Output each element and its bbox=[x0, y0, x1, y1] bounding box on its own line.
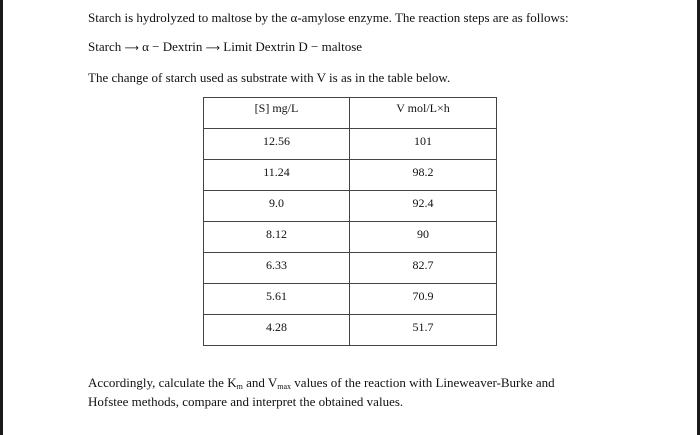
cell-substrate: 9.0 bbox=[204, 191, 350, 222]
table-row bbox=[204, 191, 497, 222]
question-line-2: Hofstee methods, compare and interpret the obtained values. bbox=[88, 394, 404, 409]
reaction-step-limit-dextrin: Limit Dextrin D − maltose bbox=[223, 39, 363, 54]
cell-substrate: 12.56 bbox=[204, 129, 350, 160]
question-text-b: and V bbox=[242, 375, 278, 390]
reaction-equation bbox=[88, 39, 362, 55]
table-row bbox=[204, 315, 497, 346]
table-row bbox=[204, 222, 497, 253]
substrate-velocity-table bbox=[203, 97, 497, 346]
table-row bbox=[204, 160, 497, 191]
cell-substrate: 8.12 bbox=[204, 222, 350, 253]
header-substrate: [S] mg/L bbox=[204, 98, 350, 129]
question-text-c: values of the reaction with Lineweaver-Burke and bbox=[291, 375, 555, 390]
cell-velocity: 98.2 bbox=[350, 160, 497, 191]
cell-substrate: 6.33 bbox=[204, 253, 350, 284]
cell-velocity: 90 bbox=[350, 222, 497, 253]
vmax-subscript: max bbox=[277, 382, 292, 391]
cell-velocity: 92.4 bbox=[350, 191, 497, 222]
cell-velocity: 51.7 bbox=[350, 315, 497, 346]
left-edge-border bbox=[0, 0, 3, 435]
km-subscript: m bbox=[236, 382, 243, 391]
cell-velocity: 70.9 bbox=[350, 284, 497, 315]
cell-substrate: 4.28 bbox=[204, 315, 350, 346]
table-row bbox=[204, 253, 497, 284]
table-intro-sentence: The change of starch used as substrate with V is as in the table below. bbox=[88, 70, 451, 85]
question-text-a: Accordingly, calculate the K bbox=[88, 375, 237, 390]
intro-sentence: Starch is hydrolyzed to maltose by the α-amylose enzyme. The reaction steps are as follows: bbox=[88, 10, 569, 25]
cell-substrate: 5.61 bbox=[204, 284, 350, 315]
reaction-arrow-icon: ⟶ bbox=[205, 43, 221, 54]
reaction-start: Starch bbox=[88, 39, 122, 54]
cell-velocity: 82.7 bbox=[350, 253, 497, 284]
table-header-row bbox=[204, 98, 497, 129]
table-row bbox=[204, 284, 497, 315]
reaction-arrow-icon: ⟶ bbox=[124, 43, 139, 54]
question-line-1 bbox=[88, 375, 555, 391]
reaction-step-dextrin: α − Dextrin bbox=[142, 39, 203, 54]
cell-velocity: 101 bbox=[350, 129, 497, 160]
cell-substrate: 11.24 bbox=[204, 160, 350, 191]
table-row bbox=[204, 129, 497, 160]
header-velocity: V mol/L×h bbox=[350, 98, 497, 129]
